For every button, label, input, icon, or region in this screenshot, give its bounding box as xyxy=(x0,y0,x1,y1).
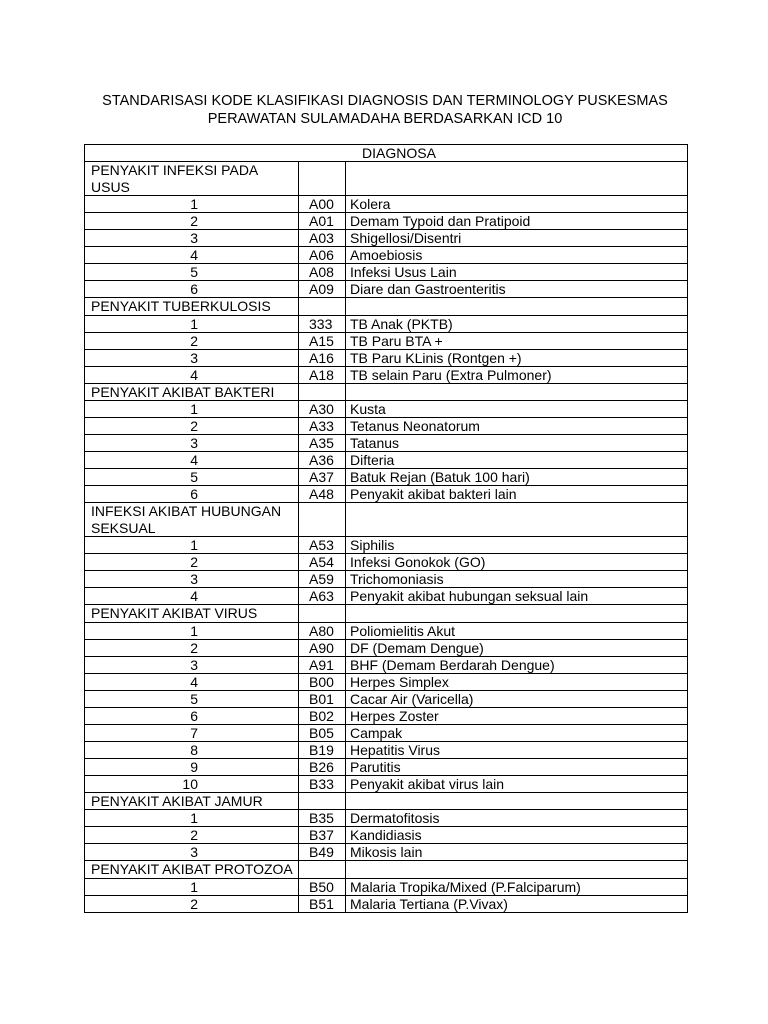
empty-name-cell xyxy=(346,792,688,810)
row-number: 1 xyxy=(85,537,299,554)
row-number: 2 xyxy=(85,895,299,912)
icd-code: B01 xyxy=(299,690,346,707)
row-number: 6 xyxy=(85,707,299,724)
table-row xyxy=(85,707,688,724)
icd-code: A30 xyxy=(299,401,346,418)
icd-code: A48 xyxy=(299,486,346,503)
table-row xyxy=(85,724,688,741)
table-row xyxy=(85,622,688,639)
icd-code: A15 xyxy=(299,332,346,349)
table-row xyxy=(85,315,688,332)
table-header-row xyxy=(85,145,688,162)
diagnosis-name: Kusta xyxy=(346,401,688,418)
category-row xyxy=(85,605,688,623)
icd-code: A59 xyxy=(299,571,346,588)
table-row xyxy=(85,435,688,452)
diagnosis-name: TB Anak (PKTB) xyxy=(346,315,688,332)
table-row xyxy=(85,588,688,605)
row-number: 4 xyxy=(85,247,299,264)
icd-code: A90 xyxy=(299,639,346,656)
category-label: PENYAKIT TUBERKULOSIS xyxy=(85,298,299,316)
icd-code: B26 xyxy=(299,758,346,775)
table-row xyxy=(85,639,688,656)
icd-code: A91 xyxy=(299,656,346,673)
row-number: 6 xyxy=(85,281,299,298)
table-row xyxy=(85,213,688,230)
row-number: 3 xyxy=(85,349,299,366)
row-number: 2 xyxy=(85,213,299,230)
table-row xyxy=(85,418,688,435)
row-number: 3 xyxy=(85,656,299,673)
category-row xyxy=(85,503,688,537)
diagnosis-name: TB Paru KLinis (Rontgen +) xyxy=(346,349,688,366)
table-row xyxy=(85,281,688,298)
diagnosis-name: Shigellosi/Disentri xyxy=(346,230,688,247)
table-row xyxy=(85,741,688,758)
icd-code: A37 xyxy=(299,469,346,486)
icd-code: A06 xyxy=(299,247,346,264)
icd-code: B00 xyxy=(299,673,346,690)
table-row xyxy=(85,196,688,213)
table-row xyxy=(85,349,688,366)
empty-name-cell xyxy=(346,383,688,401)
table-row xyxy=(85,366,688,383)
diagnosis-name: Poliomielitis Akut xyxy=(346,622,688,639)
diagnosis-name: Cacar Air (Varicella) xyxy=(346,690,688,707)
empty-code-cell xyxy=(299,605,346,623)
icd-code: A09 xyxy=(299,281,346,298)
row-number: 1 xyxy=(85,622,299,639)
row-number: 1 xyxy=(85,401,299,418)
table-row xyxy=(85,554,688,571)
document-title xyxy=(84,92,686,128)
empty-code-cell xyxy=(299,861,346,879)
diagnosis-name: Penyakit akibat hubungan seksual lain xyxy=(346,588,688,605)
icd-code: A03 xyxy=(299,230,346,247)
row-number: 1 xyxy=(85,196,299,213)
table-row xyxy=(85,844,688,861)
diagnosis-name: Tetanus Neonatorum xyxy=(346,418,688,435)
row-number: 10 xyxy=(85,775,299,792)
icd-code: A08 xyxy=(299,264,346,281)
row-number: 3 xyxy=(85,844,299,861)
category-row xyxy=(85,792,688,810)
icd-code: A01 xyxy=(299,213,346,230)
row-number: 3 xyxy=(85,435,299,452)
icd-code: B05 xyxy=(299,724,346,741)
table-row xyxy=(85,758,688,775)
empty-code-cell xyxy=(299,162,346,196)
icd-code: B35 xyxy=(299,810,346,827)
diagnosis-name: Infeksi Usus Lain xyxy=(346,264,688,281)
empty-name-cell xyxy=(346,605,688,623)
diagnosis-name: BHF (Demam Berdarah Dengue) xyxy=(346,656,688,673)
icd-code: B33 xyxy=(299,775,346,792)
table-row xyxy=(85,469,688,486)
category-label: PENYAKIT AKIBAT BAKTERI xyxy=(85,383,299,401)
table-row xyxy=(85,486,688,503)
icd-code: A18 xyxy=(299,366,346,383)
diagnosis-name: Hepatitis Virus xyxy=(346,741,688,758)
title-line-1: STANDARISASI KODE KLASIFIKASI DIAGNOSIS DAN TERMINOLOGY PUSKESMAS xyxy=(102,93,668,109)
diagnosis-name: Herpes Simplex xyxy=(346,673,688,690)
diagnosis-name: Batuk Rejan (Batuk 100 hari) xyxy=(346,469,688,486)
row-number: 4 xyxy=(85,588,299,605)
category-label: PENYAKIT AKIBAT JAMUR xyxy=(85,792,299,810)
diagnosis-name: Herpes Zoster xyxy=(346,707,688,724)
row-number: 1 xyxy=(85,878,299,895)
row-number: 5 xyxy=(85,469,299,486)
diagnosis-name: Malaria Tertiana (P.Vivax) xyxy=(346,895,688,912)
icd-code: B02 xyxy=(299,707,346,724)
diagnosis-name: Parutitis xyxy=(346,758,688,775)
row-number: 2 xyxy=(85,554,299,571)
empty-name-cell xyxy=(346,298,688,316)
table-row xyxy=(85,656,688,673)
empty-code-cell xyxy=(299,792,346,810)
category-row xyxy=(85,162,688,196)
icd-code: A16 xyxy=(299,349,346,366)
table-row xyxy=(85,810,688,827)
diagnosis-name: Difteria xyxy=(346,452,688,469)
table-row xyxy=(85,332,688,349)
icd-code: B19 xyxy=(299,741,346,758)
row-number: 2 xyxy=(85,827,299,844)
category-label: PENYAKIT AKIBAT VIRUS xyxy=(85,605,299,623)
icd-code: A63 xyxy=(299,588,346,605)
row-number: 2 xyxy=(85,418,299,435)
table-row xyxy=(85,247,688,264)
diagnosis-name: Kandidiasis xyxy=(346,827,688,844)
empty-code-cell xyxy=(299,503,346,537)
table-row xyxy=(85,401,688,418)
empty-code-cell xyxy=(299,298,346,316)
diagnosis-name: Trichomoniasis xyxy=(346,571,688,588)
diagnosis-name: Penyakit akibat virus lain xyxy=(346,775,688,792)
diagnosis-name: Infeksi Gonokok (GO) xyxy=(346,554,688,571)
diagnosis-name: Demam Typoid dan Pratipoid xyxy=(346,213,688,230)
row-number: 7 xyxy=(85,724,299,741)
icd-code: B49 xyxy=(299,844,346,861)
icd-code: A00 xyxy=(299,196,346,213)
diagnosis-name: TB selain Paru (Extra Pulmoner) xyxy=(346,366,688,383)
icd-code: A53 xyxy=(299,537,346,554)
icd-code: A33 xyxy=(299,418,346,435)
row-number: 4 xyxy=(85,673,299,690)
icd-code: A54 xyxy=(299,554,346,571)
category-row xyxy=(85,298,688,316)
icd-code: B51 xyxy=(299,895,346,912)
row-number: 8 xyxy=(85,741,299,758)
icd-code: A80 xyxy=(299,622,346,639)
icd-code: B37 xyxy=(299,827,346,844)
table-row xyxy=(85,690,688,707)
diagnosis-name: Amoebiosis xyxy=(346,247,688,264)
table-row xyxy=(85,452,688,469)
diagnosis-name: Tatanus xyxy=(346,435,688,452)
diagnosis-table xyxy=(84,144,688,913)
category-row xyxy=(85,383,688,401)
icd-code: 333 xyxy=(299,315,346,332)
empty-name-cell xyxy=(346,162,688,196)
row-number: 3 xyxy=(85,230,299,247)
title-line-2: PERAWATAN SULAMADAHA BERDASARKAN ICD 10 xyxy=(207,111,563,127)
diagnosis-name: Mikosis lain xyxy=(346,844,688,861)
table-row xyxy=(85,673,688,690)
icd-code: A36 xyxy=(299,452,346,469)
icd-code: B50 xyxy=(299,878,346,895)
diagnosis-name: Kolera xyxy=(346,196,688,213)
category-label: PENYAKIT AKIBAT PROTOZOA xyxy=(85,861,299,879)
table-row xyxy=(85,827,688,844)
row-number: 4 xyxy=(85,452,299,469)
diagnosis-name: Siphilis xyxy=(346,537,688,554)
row-number: 6 xyxy=(85,486,299,503)
table-row xyxy=(85,264,688,281)
row-number: 3 xyxy=(85,571,299,588)
row-number: 2 xyxy=(85,639,299,656)
row-number: 9 xyxy=(85,758,299,775)
category-label: INFEKSI AKIBAT HUBUNGAN SEKSUAL xyxy=(85,503,299,537)
diagnosis-name: Dermatofitosis xyxy=(346,810,688,827)
row-number: 5 xyxy=(85,690,299,707)
diagnosis-name: Penyakit akibat bakteri lain xyxy=(346,486,688,503)
table-row xyxy=(85,537,688,554)
row-number: 5 xyxy=(85,264,299,281)
table-row xyxy=(85,230,688,247)
row-number: 1 xyxy=(85,810,299,827)
row-number: 4 xyxy=(85,366,299,383)
diagnosis-name: DF (Demam Dengue) xyxy=(346,639,688,656)
table-row xyxy=(85,775,688,792)
table-row xyxy=(85,895,688,912)
diagnosis-name: TB Paru BTA + xyxy=(346,332,688,349)
category-label: PENYAKIT INFEKSI PADA USUS xyxy=(85,162,299,196)
diagnosis-name: Malaria Tropika/Mixed (P.Falciparum) xyxy=(346,878,688,895)
empty-name-cell xyxy=(346,861,688,879)
diagnosis-name: Diare dan Gastroenteritis xyxy=(346,281,688,298)
row-number: 2 xyxy=(85,332,299,349)
empty-name-cell xyxy=(346,503,688,537)
category-row xyxy=(85,861,688,879)
diagnosis-name: Campak xyxy=(346,724,688,741)
table-header-diagnosa: DIAGNOSA xyxy=(85,145,688,162)
table-row xyxy=(85,571,688,588)
row-number: 1 xyxy=(85,315,299,332)
empty-code-cell xyxy=(299,383,346,401)
table-row xyxy=(85,878,688,895)
icd-code: A35 xyxy=(299,435,346,452)
